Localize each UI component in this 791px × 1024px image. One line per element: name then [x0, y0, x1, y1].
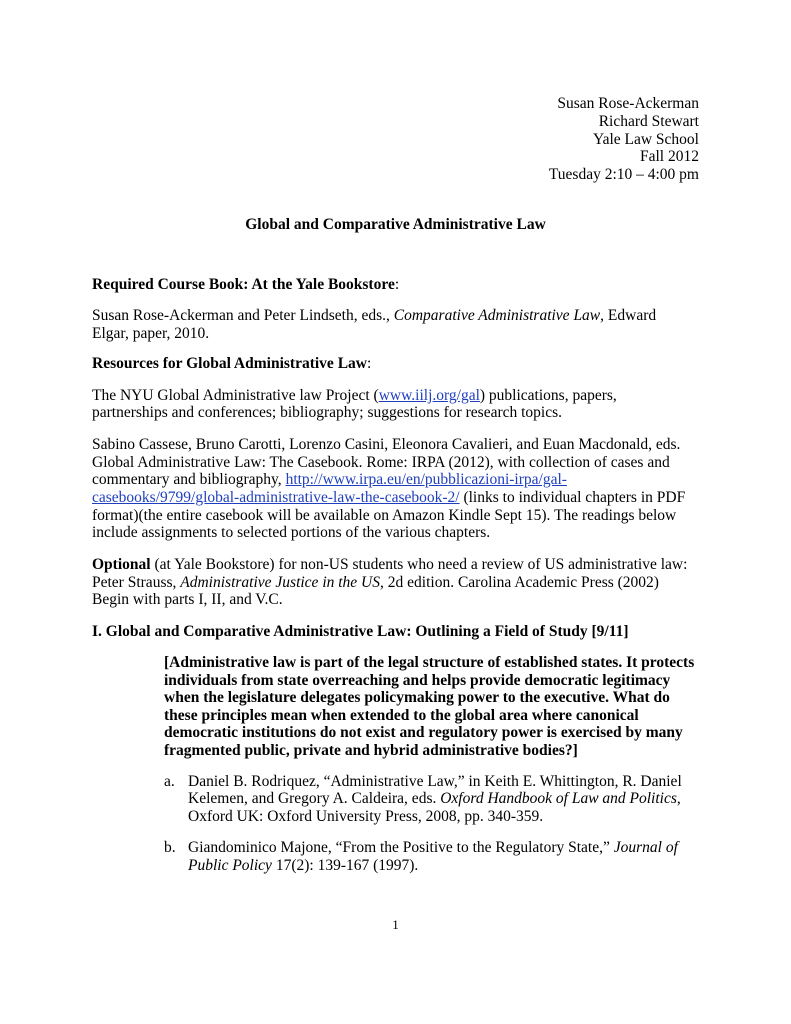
summary-line: [Administrative law is part of the legal structure of established states. It protects [164, 654, 695, 671]
required-book-publisher: , Edward [600, 307, 657, 324]
list-marker: a. [164, 773, 175, 790]
optional-text: (at Yale Bookstore) for non-US students who need a review of US administrative law: [150, 556, 688, 573]
reading-a-line-1: Daniel B. Rodriquez, “Administrative Law,” in Keith E. Whittington, R. Daniel [188, 773, 682, 790]
summary-line: democratic institutions do not exist and regulatory power is exercised by many [164, 724, 683, 741]
page-number: 1 [392, 917, 399, 932]
resources-p2-line-3 [92, 471, 567, 489]
resources-heading-colon: : [366, 355, 372, 372]
optional-label: Optional [92, 556, 151, 573]
reading-a-editors: Kelemen, and Gregory A. Caldeira, eds. [188, 790, 441, 807]
summary-line: when the legislature delegates policymaking power to the executive. What do [164, 689, 670, 706]
resources-p2-text-post: (links to individual chapters in PDF [459, 489, 686, 506]
resources-p2-line-5: format)(the entire casebook will be available on Amazon Kindle Sept 15). The readings below [92, 507, 677, 524]
resources-p1-line-1 [92, 387, 617, 405]
resources-p2-line-6: include assignments to selected portions of the various chapters. [92, 524, 491, 541]
summary-line: individuals from state overreaching and helps provide democratic legitimacy [164, 672, 671, 689]
optional-line-3: Begin with parts I, II, and V.C. [92, 591, 283, 608]
required-book-title: Comparative Administrative Law [393, 307, 601, 324]
iilj-link[interactable]: www.iilj.org/gal [378, 387, 480, 404]
resources-p2-text: commentary and bibliography, [92, 471, 286, 488]
required-book-authors: Susan Rose-Ackerman and Peter Lindseth, eds., [92, 307, 394, 324]
reading-a-title: Oxford Handbook of Law and Politics [440, 790, 677, 807]
required-heading-colon: : [394, 276, 400, 293]
optional-publisher: , 2d edition. Carolina Academic Press (2002) [380, 574, 659, 591]
resources-p2-line-1: Sabino Cassese, Bruno Carotti, Lorenzo Casini, Eleonora Cavalieri, and Euan Macdonald, eds. [92, 436, 681, 453]
optional-author: Peter Strauss, [92, 574, 181, 591]
optional-title: Administrative Justice in the US [180, 574, 381, 591]
header-term: Fall 2012 [640, 148, 699, 165]
irpa-link-part-2[interactable]: casebooks/9799/global-administrative-law-the-casebook-2/ [92, 489, 460, 506]
required-book-line-1 [92, 307, 656, 325]
optional-line-1 [92, 556, 687, 574]
reading-a-line-3: Oxford UK: Oxford University Press, 2008, pp. 340-359. [188, 808, 544, 825]
summary-line: fragmented public, private and hybrid administrative bodies?] [164, 742, 578, 759]
resources-p1-text-post: ) publications, papers, [479, 387, 617, 404]
optional-line-2 [92, 574, 659, 592]
list-marker: b. [164, 839, 176, 856]
document-title: Global and Comparative Administrative Law [245, 216, 546, 233]
header-school: Yale Law School [592, 131, 699, 148]
resources-p1-text: The NYU Global Administrative law Project ( [92, 387, 379, 404]
reading-a-comma: , [676, 790, 681, 807]
header-time: Tuesday 2:10 – 4:00 pm [548, 166, 699, 183]
reading-b-citation: 17(2): 139-167 (1997). [271, 857, 419, 874]
required-book-line-2: Elgar, paper, 2010. [92, 325, 210, 342]
resources-heading: Resources for Global Administrative Law [92, 355, 367, 372]
header-author-1: Susan Rose-Ackerman [557, 95, 699, 112]
reading-b-journal-1: Journal of [613, 839, 678, 856]
resources-heading-line [92, 355, 371, 373]
reading-b-author: Giandominico Majone, “From the Positive to the Regulatory State,” [188, 839, 614, 856]
irpa-link-part-1[interactable]: http://www.irpa.eu/en/pubblicazioni-irpa/gal- [285, 471, 567, 488]
reading-b-line-1 [188, 839, 678, 857]
reading-b-journal-2: Public Policy [188, 857, 272, 874]
required-heading: Required Course Book: At the Yale Bookstore [92, 276, 395, 293]
resources-p1-line-2: partnerships and conferences; bibliography; suggestions for research topics. [92, 404, 563, 421]
reading-b-line-2 [188, 857, 418, 875]
required-heading-line [92, 276, 399, 294]
section-1-heading: I. Global and Comparative Administrative Law: Outlining a Field of Study [9/11] [92, 623, 629, 640]
summary-line: these principles mean when extended to the global area where canonical [164, 707, 639, 724]
resources-p2-line-2: Global Administrative Law: The Casebook. Rome: IRPA (2012), with collection of cases and [92, 454, 670, 471]
header-author-2: Richard Stewart [598, 113, 699, 130]
resources-p2-line-4 [92, 489, 685, 507]
reading-a-line-2 [188, 790, 681, 808]
